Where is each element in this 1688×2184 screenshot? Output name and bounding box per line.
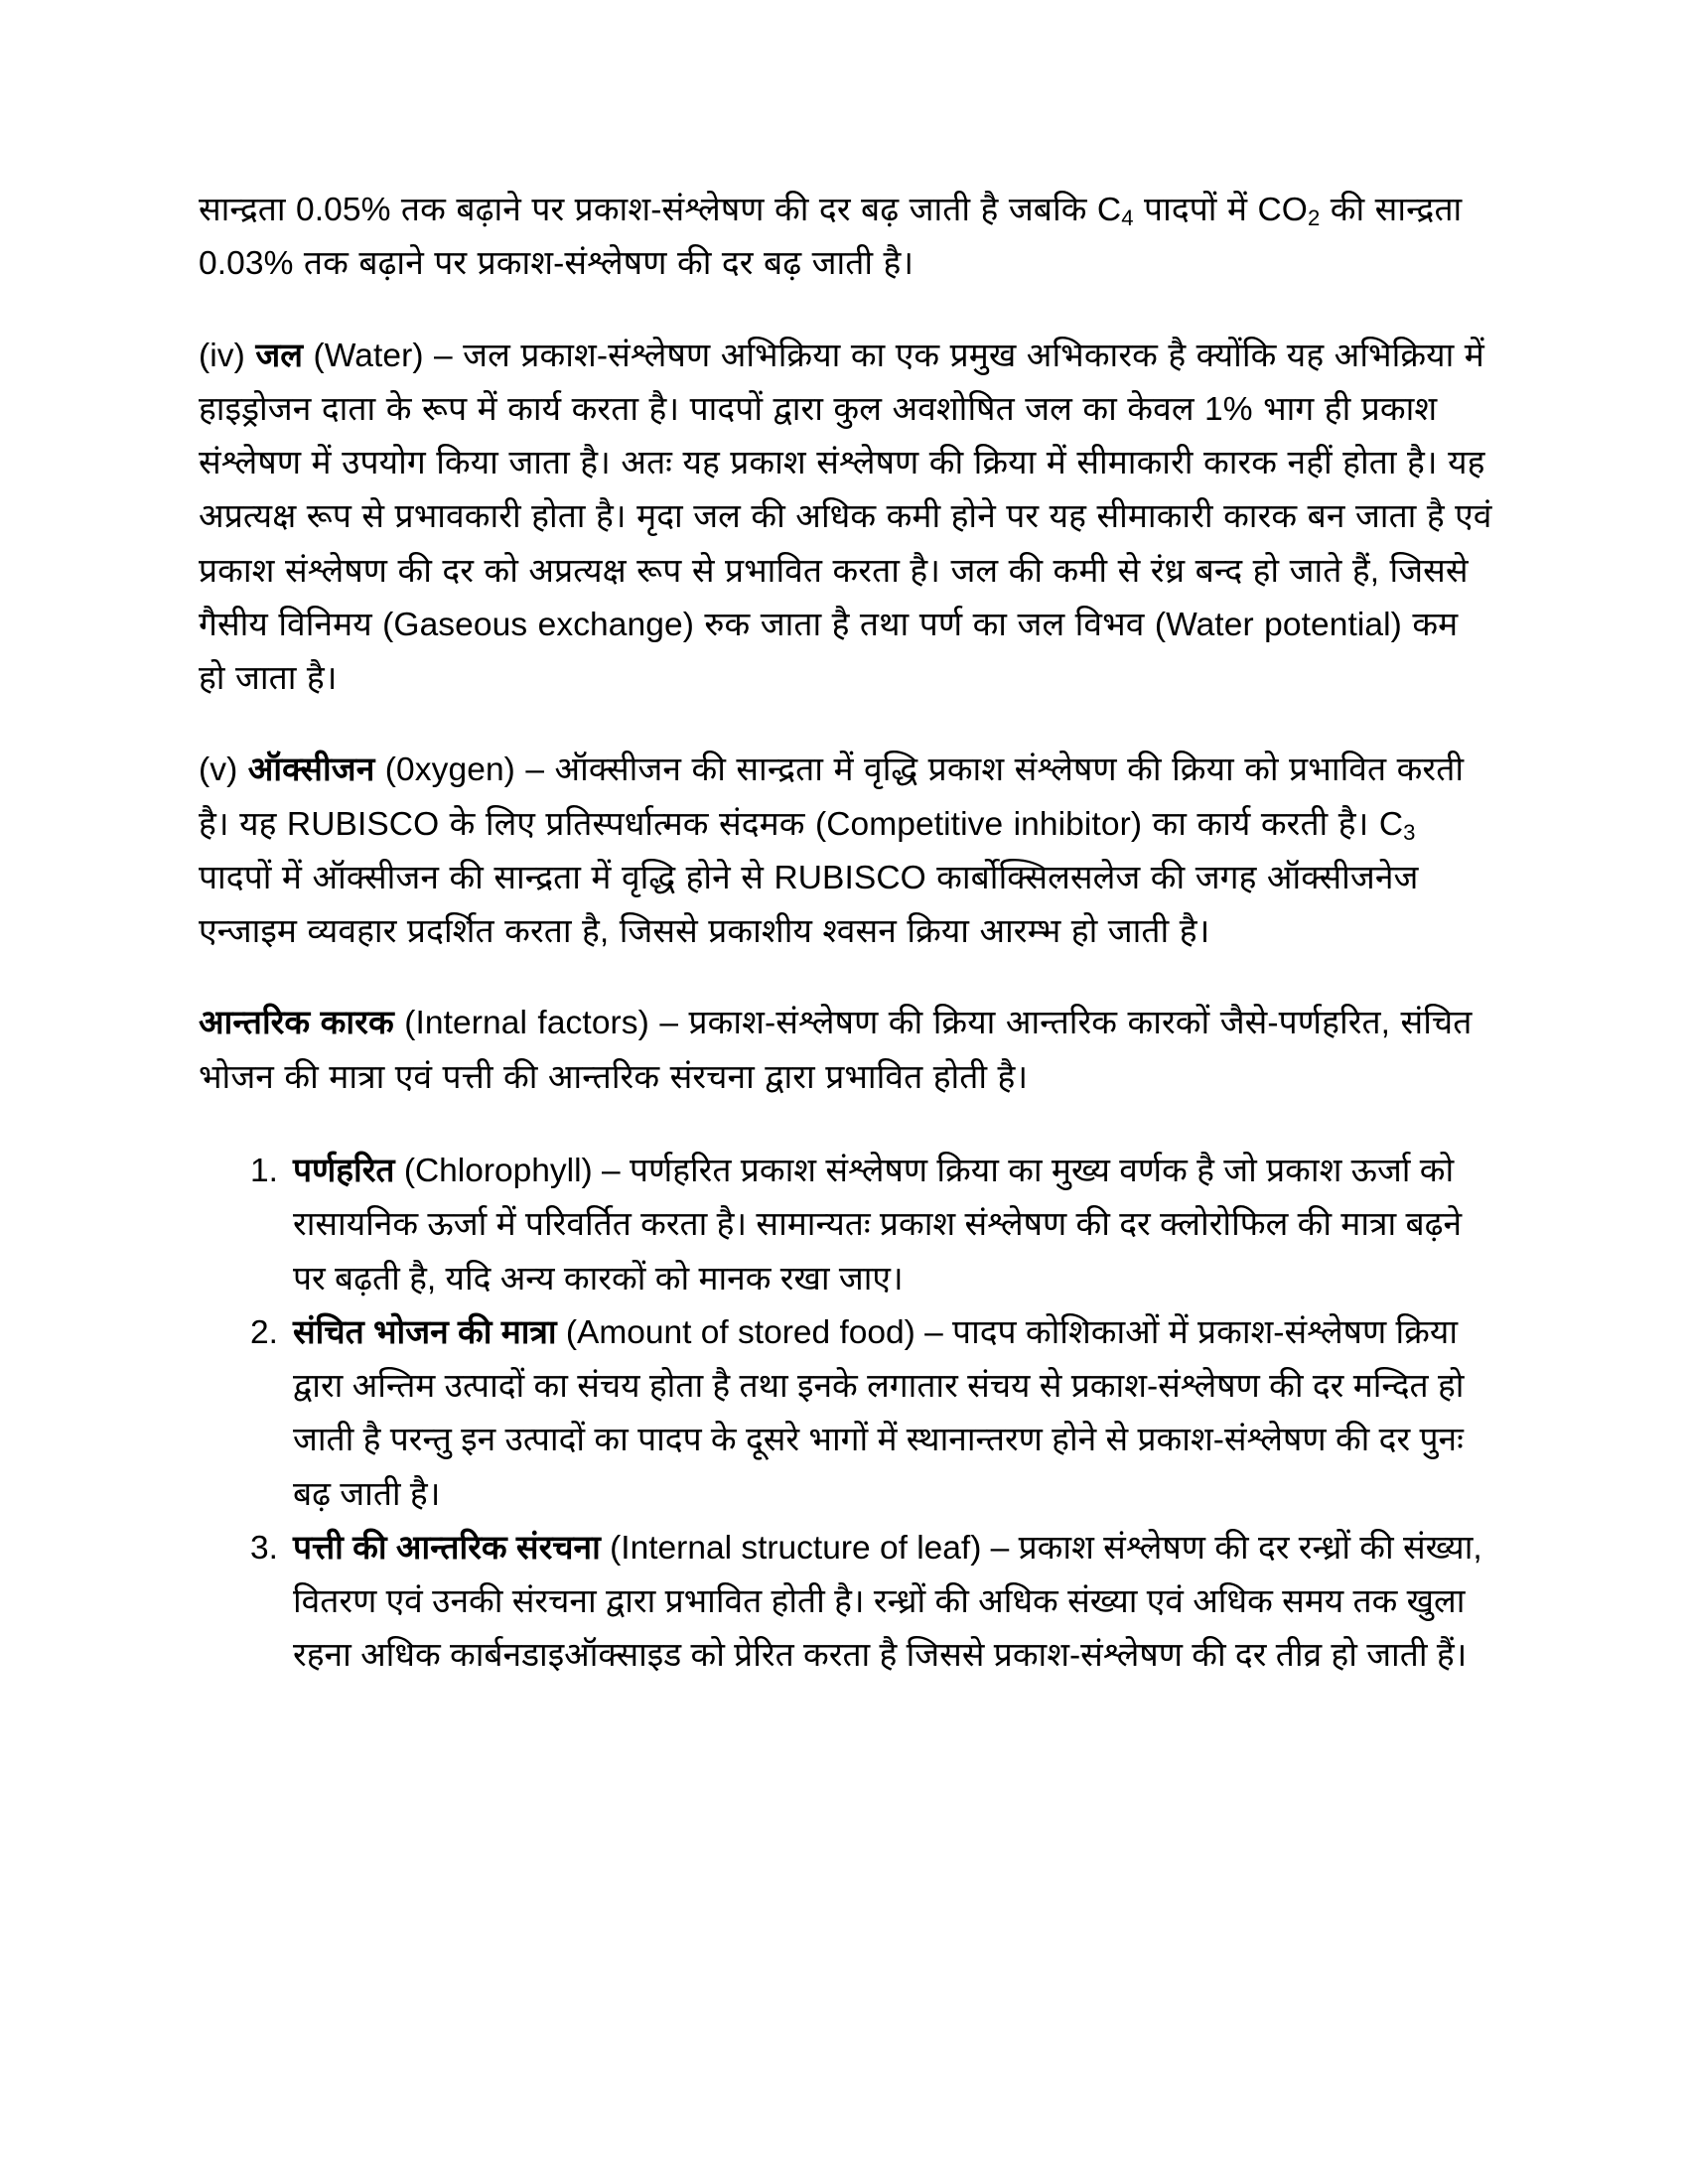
list-item-text <box>293 1145 1494 1306</box>
text-run: (Internal structure of leaf) – प्रकाश संश्लेषण की दर रन्ध्रों की संख्या, वितरण एवं उनकी संरचना द्वारा प्रभावित होती है। रन्ध्रों की अधिक संख्या एवं अधिक समय तक खुला रहना अधिक कार्बनडाइऑक्साइड को प्रेरित करता है जिससे प्रकाश-संश्लेषण की दर तीव्र हो जाती हैं। <box>293 1529 1482 1675</box>
text-run: पादपों में CO <box>1133 192 1308 228</box>
bold-term: आन्तरिक कारक <box>199 1005 394 1042</box>
paragraph-carbon-dioxide-continuation <box>199 184 1494 292</box>
text-run: (Amount of stored food) – पादप कोशिकाओं में प्रकाश-संश्लेषण क्रिया द्वारा अन्तिम उत्पादों का संचय होता है तथा इनके लगातार संचय से प्रकाश-संश्लेषण की दर मन्दित हो जाती है परन्तु इन उत्पादों का पादप के दूसरे भागों में स्थानान्तरण होने से प्रकाश-संश्लेषण की दर पुनः बढ़ जाती है। <box>293 1313 1465 1513</box>
paragraph-oxygen-factor <box>199 744 1494 959</box>
subscript: 2 <box>1307 205 1321 230</box>
text-run: पादपों में ऑक्सीजन की सान्द्रता में वृद्धि होने से RUBISCO कार्बोक्सिलसलेज की जगह ऑक्सीजनेज एन्जाइम व्यवहार प्रदर्शित करता है, जिससे प्रकाशीय श्वसन क्रिया आरम्भ हो जाती है। <box>199 859 1419 951</box>
bold-term: ऑक्सीजन <box>247 751 375 789</box>
paragraph-water-factor <box>199 330 1494 707</box>
text-run: (Water) – जल प्रकाश-संश्लेषण अभिक्रिया का एक प्रमुख अभिकारक है क्योंकि यह अभिक्रिया में हाइड्रोजन दाता के रूप में कार्य करता है। पादपों द्वारा कुल अवशोषित जल का केवल 1% भाग ही प्रकाश संश्लेषण में उपयोग किया जाता है। अतः यह प्रकाश संश्लेषण की क्रिया में सीमाकारी कारक नहीं होता है। यह अप्रत्यक्ष रूप से प्रभावकारी होता है। मृदा जल की अधिक कमी होने पर यह सीमाकारी कारक बन जाता है एवं प्रकाश संश्लेषण की दर को अप्रत्यक्ष रूप से प्रभावित करता है। जल की कमी से रंध्र बन्द हो जाते हैं, जिससे गैसीय विनिमय (Gaseous exchange) रुक जाता है तथा पर्ण का जल विभव (Water potential) कम हो जाता है। <box>199 337 1492 698</box>
internal-factors-list <box>199 1145 1494 1684</box>
subscript: 3 <box>1403 819 1416 845</box>
bold-term: पर्णहरित <box>293 1152 395 1189</box>
subscript: 4 <box>1121 205 1134 230</box>
list-item <box>199 1306 1494 1522</box>
list-item-text <box>293 1306 1494 1522</box>
text-run: (Internal factors) – प्रकाश-संश्लेषण की क्रिया आन्तरिक कारकों जैसे-पर्णहरित, संचित भोजन की मात्रा एवं पत्ती की आन्तरिक संरचना द्वारा प्रभावित होती है। <box>199 1005 1473 1096</box>
bold-term: जल <box>255 337 304 374</box>
text-column <box>199 184 1494 1684</box>
list-item <box>199 1522 1494 1684</box>
text-run: (iv) <box>199 337 256 374</box>
list-item-text <box>293 1522 1494 1684</box>
bold-term: पत्ती की आन्तरिक संरचना <box>293 1529 601 1567</box>
text-run: सान्द्रता 0.05% तक बढ़ाने पर प्रकाश-संश्लेषण की दर बढ़ जाती है जबकि C <box>199 192 1122 228</box>
list-item <box>199 1145 1494 1306</box>
text-run: की सान्द्रता 0.03% तक बढ़ाने पर प्रकाश-संश्लेषण की दर बढ़ जाती है। <box>199 192 1463 283</box>
paragraph-internal-factors-heading <box>199 997 1494 1105</box>
bold-term: संचित भोजन की मात्रा <box>293 1313 557 1351</box>
text-run: (v) <box>199 751 248 789</box>
text-run: (Chlorophyll) – पर्णहरित प्रकाश संश्लेषण क्रिया का मुख्य वर्णक है जो प्रकाश ऊर्जा को रासायनिक ऊर्जा में परिवर्तित करता है। सामान्यतः प्रकाश संश्लेषण की दर क्लोरोफिल की मात्रा बढ़ने पर बढ़ती है, यदि अन्य कारकों को मानक रखा जाए। <box>293 1152 1463 1297</box>
text-run: (0xygen) – ऑक्सीजन की सान्द्रता में वृद्धि प्रकाश संश्लेषण की क्रिया को प्रभावित करती है। यह RUBISCO के लिए प्रतिस्पर्धात्मक संदमक (Competitive inhibitor) का कार्य करती है। C <box>199 751 1465 843</box>
